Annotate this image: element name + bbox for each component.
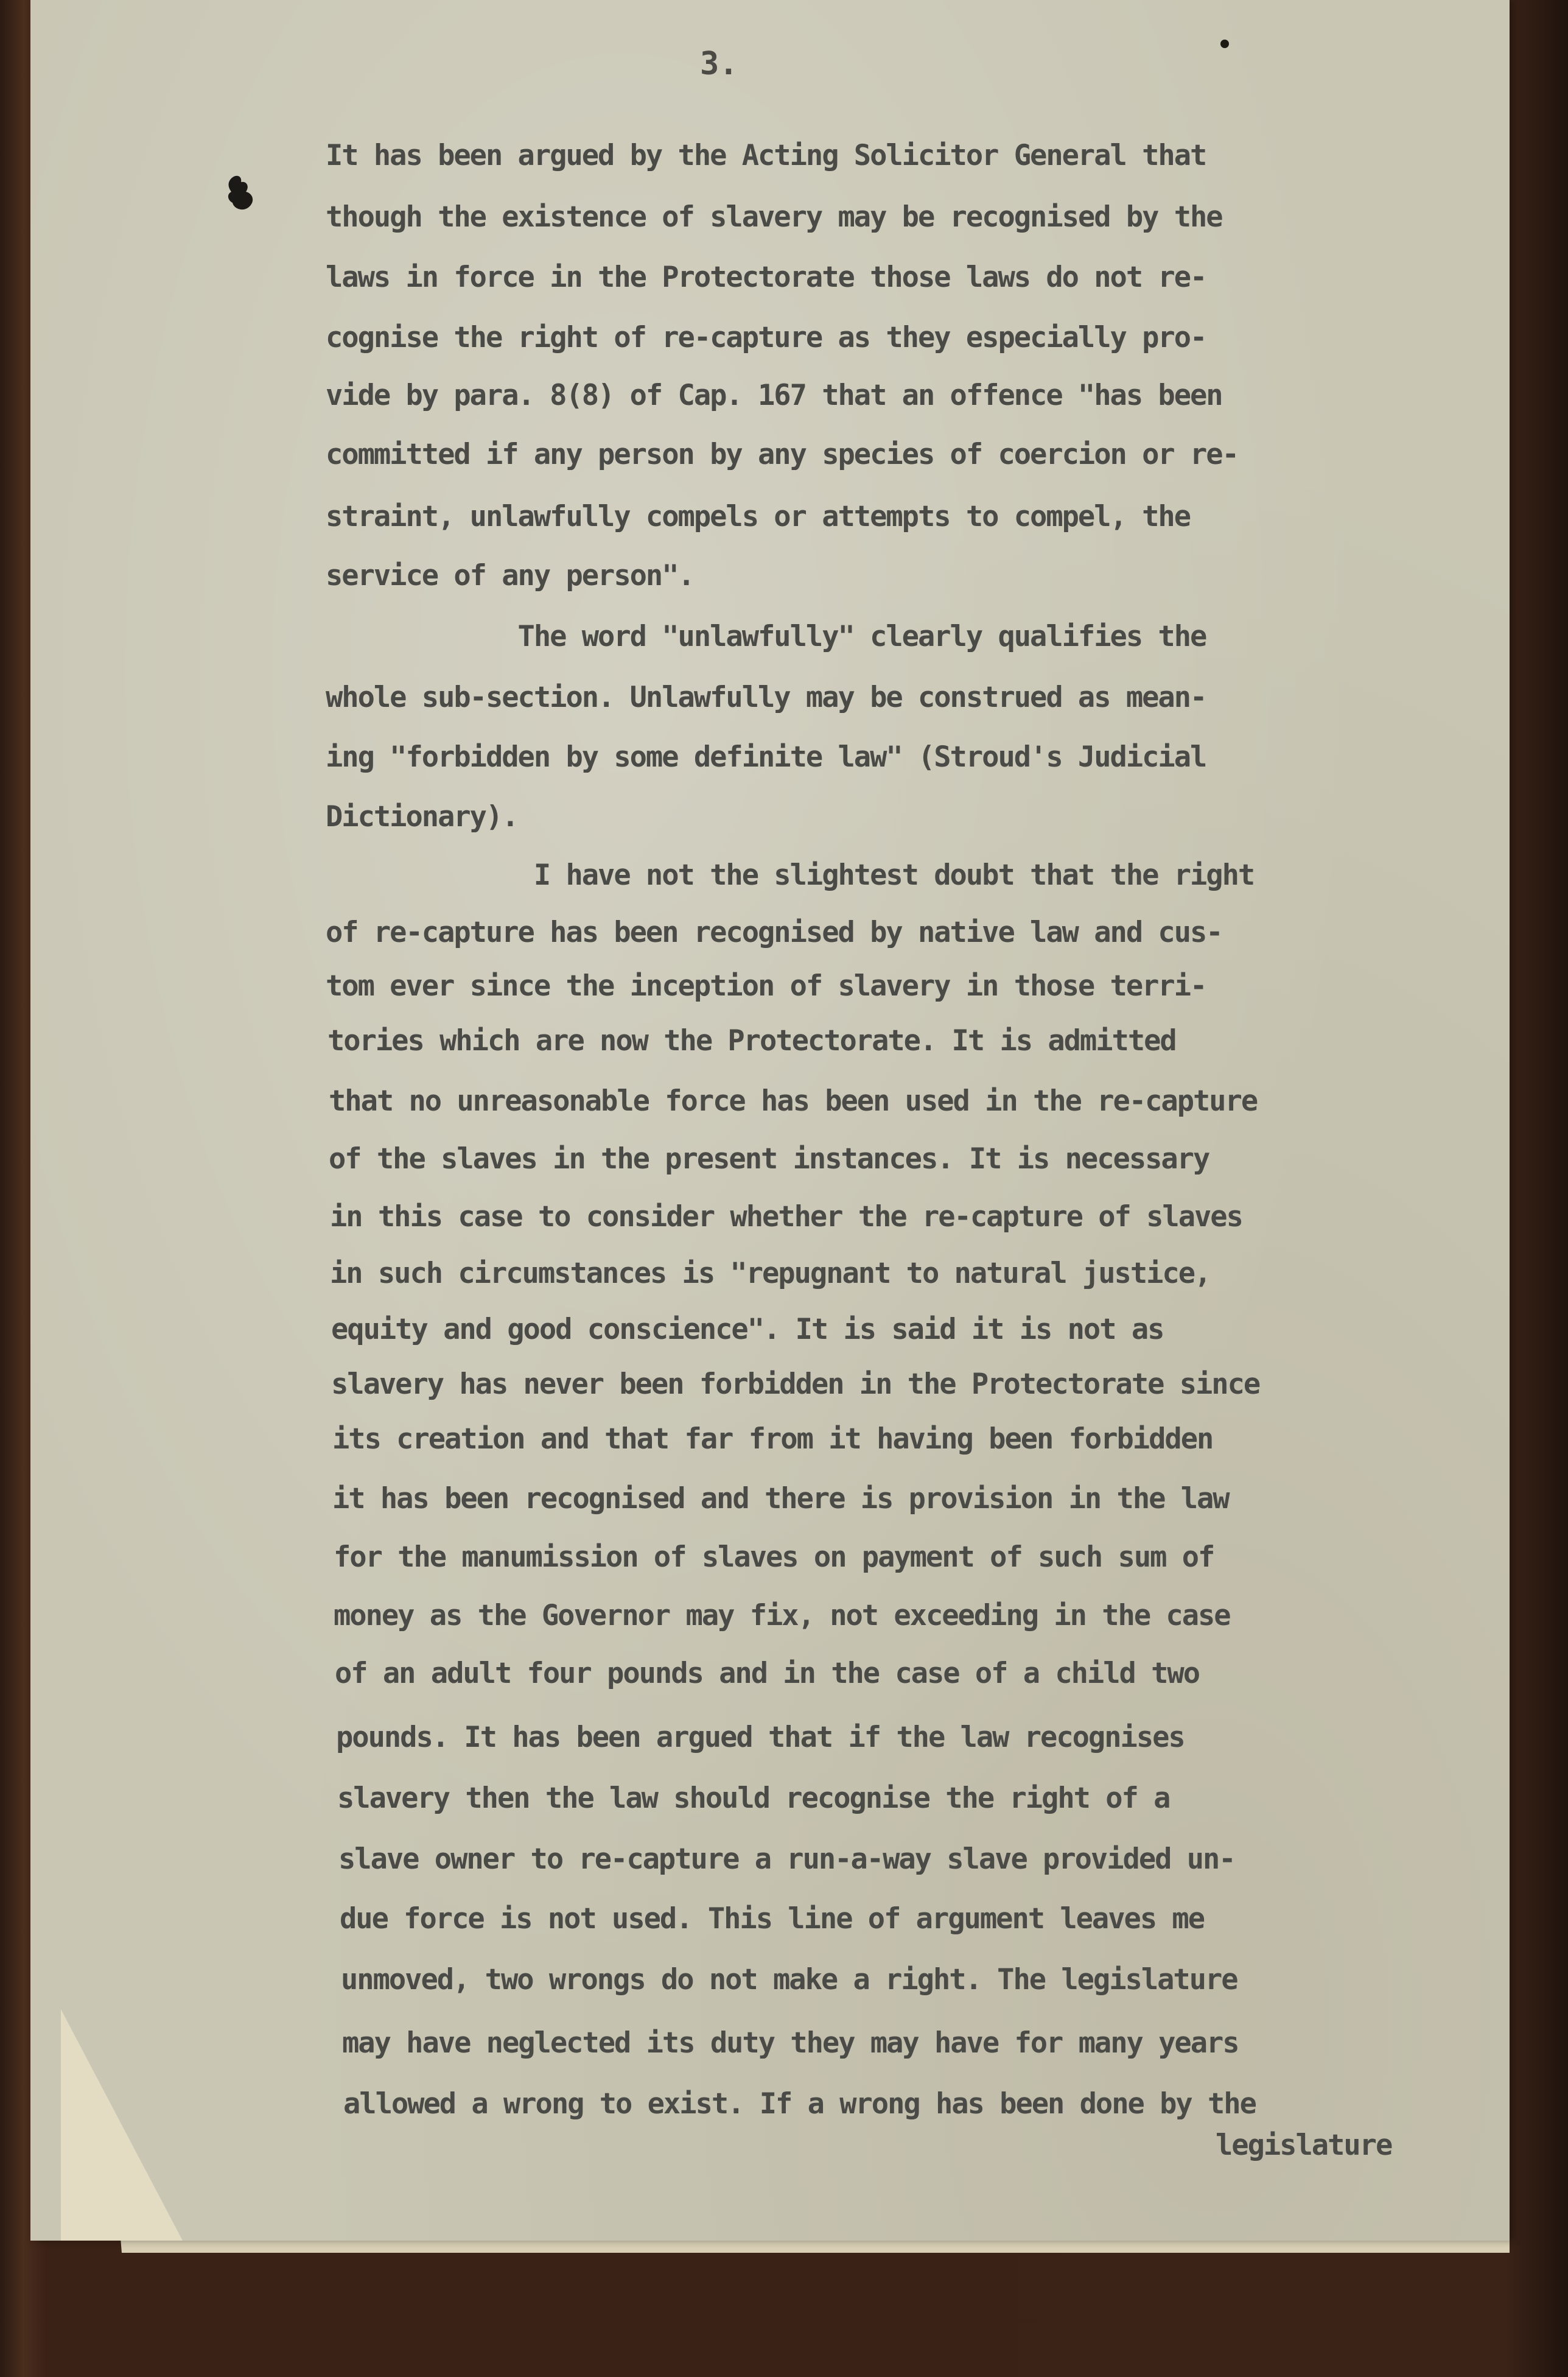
ink-dot <box>1220 40 1229 48</box>
text-line: in such circumstances is "repugnant to natural justice, <box>330 1257 1211 1290</box>
text-line: pounds. It has been argued that if the law recognises <box>336 1721 1185 1754</box>
typed-page <box>30 0 1510 2241</box>
catchword: legislature <box>1216 2129 1392 2162</box>
text-line: vide by para. 8(8) of Cap. 167 that an offence "has been <box>326 379 1222 412</box>
text-line: slavery then the law should recognise the right of a <box>337 1782 1170 1815</box>
ink-blot <box>225 174 261 213</box>
torn-corner <box>61 2009 183 2241</box>
page-number: 3. <box>700 46 738 82</box>
text-line: in this case to consider whether the re-capture of slaves <box>330 1200 1242 1234</box>
text-line: though the existence of slavery may be recognised by the <box>326 200 1222 234</box>
text-line: it has been recognised and there is provision in the law <box>332 1482 1229 1515</box>
text-line: money as the Governor may fix, not exceeding in the case <box>334 1599 1230 1632</box>
text-line: laws in force in the Protectorate those laws do not re- <box>326 261 1206 294</box>
text-line: service of any person". <box>326 559 694 592</box>
text-line: unmoved, two wrongs do not make a right. The legislature <box>341 1963 1237 1996</box>
text-line: The word "unlawfully" clearly qualifies the <box>326 620 1206 653</box>
text-line: It has been argued by the Acting Solicitor General that <box>326 139 1206 172</box>
text-line: whole sub-section. Unlawfully may be construed as mean- <box>326 681 1206 714</box>
text-line: due force is not used. This line of argument leaves me <box>340 1902 1205 1936</box>
text-line: of an adult four pounds and in the case of a child two <box>335 1657 1200 1690</box>
text-line: tories which are now the Protectorate. It is admitted <box>327 1024 1176 1058</box>
text-line: may have neglected its duty they may have for many years <box>342 2026 1239 2060</box>
text-line: of the slaves in the present instances. It is necessary <box>329 1142 1209 1176</box>
text-line: slave owner to re-capture a run-a-way slave provided un- <box>338 1842 1235 1876</box>
text-line: of re-capture has been recognised by native law and cus- <box>326 916 1222 949</box>
text-line: allowed a wrong to exist. If a wrong has been done by the <box>343 2087 1256 2121</box>
text-line: I have not the slightest doubt that the right <box>326 858 1255 892</box>
text-line: for the manumission of slaves on payment of such sum of <box>334 1540 1214 1574</box>
text-line: cognise the right of re-capture as they especially pro- <box>326 321 1206 354</box>
text-line: its creation and that far from it having been forbidden <box>332 1422 1213 1456</box>
text-line: Dictionary). <box>326 800 518 834</box>
text-line: straint, unlawfully compels or attempts to compel, the <box>326 500 1191 533</box>
text-line: that no unreasonable force has been used in the re-capture <box>329 1084 1258 1118</box>
text-line: slavery has never been forbidden in the Protectorate since <box>331 1368 1260 1401</box>
text-line: ing "forbidden by some definite law" (Stroud's Judicial <box>326 740 1206 774</box>
text-line: tom ever since the inception of slavery in those terri- <box>326 969 1206 1003</box>
text-line: equity and good conscience". It is said it is not as <box>331 1313 1164 1346</box>
text-line: committed if any person by any species of coercion or re- <box>326 438 1238 471</box>
